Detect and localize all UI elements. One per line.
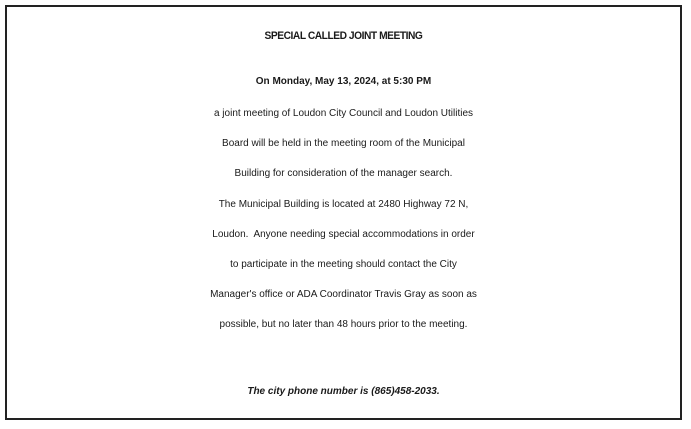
meeting-notice xyxy=(5,5,682,420)
body-line: to participate in the meeting should contact the City xyxy=(230,259,457,271)
body-line: Manager's office or ADA Coordinator Travis Gray as soon as xyxy=(210,289,477,301)
meeting-datetime: On Monday, May 13, 2024, at 5:30 PM xyxy=(255,76,432,87)
phone-number-line: The city phone number is (865)458-2033. xyxy=(247,386,440,397)
body-line: Board will be held in the meeting room of the Municipal xyxy=(222,138,465,150)
notice-body xyxy=(17,99,670,341)
body-line: a joint meeting of Loudon City Council and Loudon Utilities xyxy=(213,108,474,119)
notice-title: SPECIAL CALLED JOINT MEETING xyxy=(264,30,423,42)
body-line: Building for consideration of the manager search. xyxy=(234,168,453,180)
body-line: The Municipal Building is located at 2480 Highway 72 N, xyxy=(218,198,469,210)
body-line: possible, but no later than 48 hours prior to the meeting. xyxy=(219,319,468,331)
body-line: Loudon. Anyone needing special accommodations in order xyxy=(212,228,475,240)
